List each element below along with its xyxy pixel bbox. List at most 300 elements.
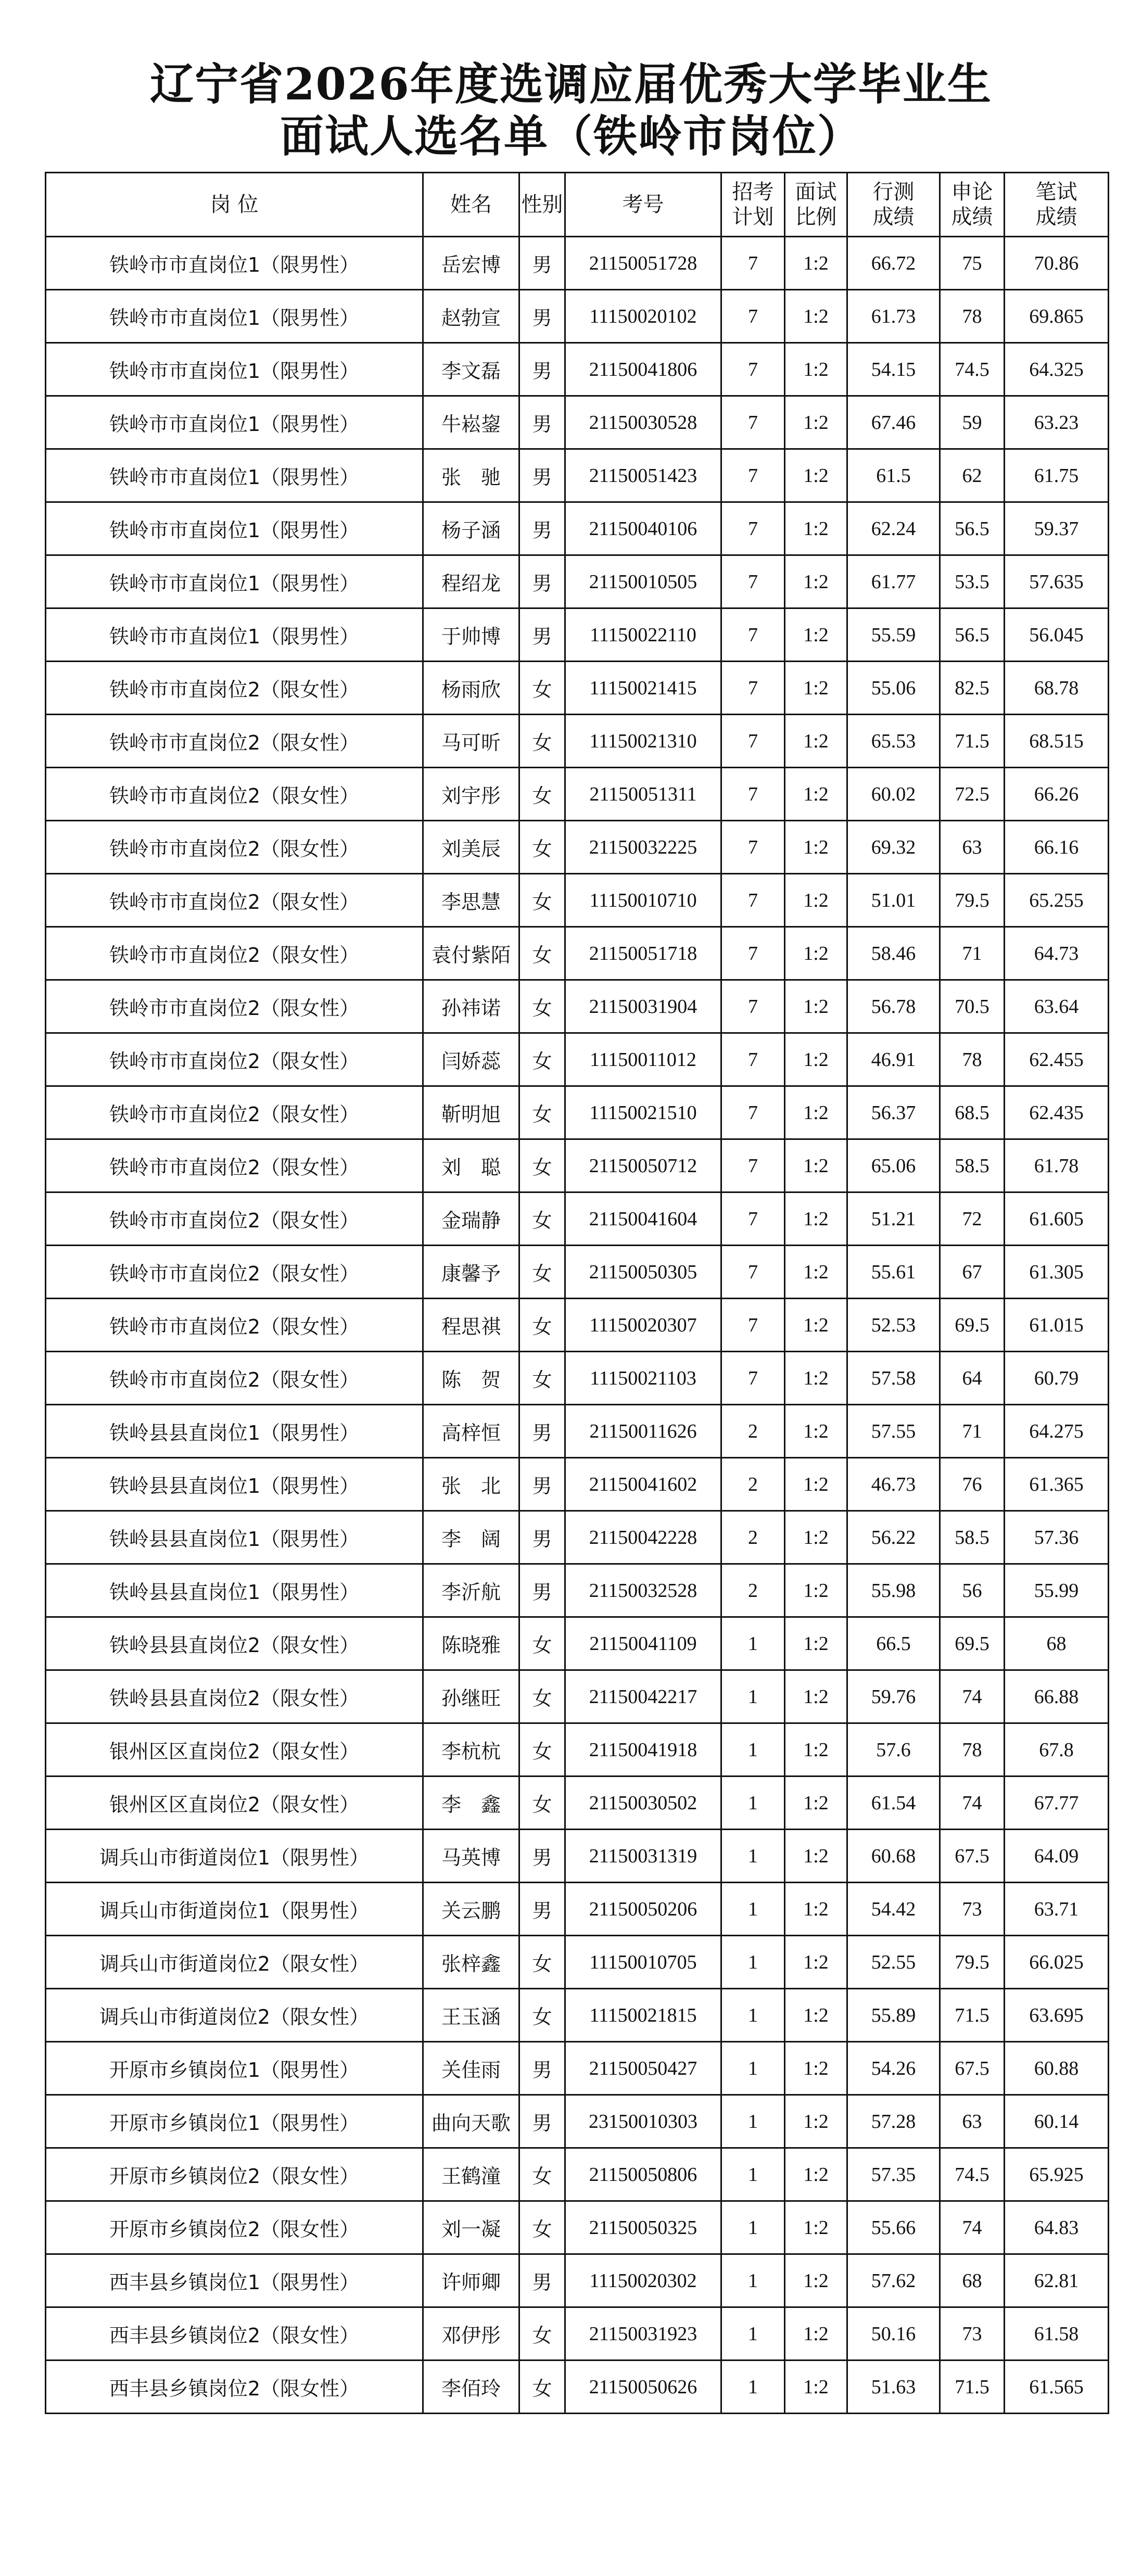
cell-essay: 78	[940, 290, 1005, 343]
cell-exam-no: 11150010705	[565, 1936, 721, 1989]
cell-gender: 女	[519, 927, 565, 980]
cell-quota: 7	[721, 662, 785, 715]
cell-ratio: 1:2	[785, 821, 847, 874]
cell-name: 马英博	[423, 1830, 519, 1883]
cell-gender: 女	[519, 980, 565, 1033]
cell-exam-no: 21150041109	[565, 1617, 721, 1670]
cell-gender: 男	[519, 2042, 565, 2095]
cell-name: 关佳雨	[423, 2042, 519, 2095]
cell-quota: 7	[721, 1352, 785, 1405]
cell-written: 64.73	[1005, 927, 1109, 980]
header-quota: 招考 计划	[721, 173, 785, 237]
cell-exam-no: 21150030528	[565, 396, 721, 449]
cell-name: 程思祺	[423, 1299, 519, 1352]
cell-gender: 男	[519, 396, 565, 449]
cell-essay: 63	[940, 2095, 1005, 2148]
cell-ratio: 1:2	[785, 343, 847, 396]
cell-written: 69.865	[1005, 290, 1109, 343]
table-row	[46, 2095, 1109, 2148]
cell-name: 李沂航	[423, 1564, 519, 1617]
cell-ratio: 1:2	[785, 2042, 847, 2095]
cell-essay: 78	[940, 1033, 1005, 1086]
cell-aptitude: 46.91	[847, 1033, 940, 1086]
cell-name: 孙祎诺	[423, 980, 519, 1033]
cell-name: 李文磊	[423, 343, 519, 396]
cell-gender: 男	[519, 1405, 565, 1458]
cell-name: 于帅博	[423, 608, 519, 662]
cell-exam-no: 21150011626	[565, 1405, 721, 1458]
cell-ratio: 1:2	[785, 1723, 847, 1776]
cell-gender: 女	[519, 2148, 565, 2201]
table-row	[46, 1776, 1109, 1830]
cell-aptitude: 67.46	[847, 396, 940, 449]
cell-ratio: 1:2	[785, 1989, 847, 2042]
cell-ratio: 1:2	[785, 1936, 847, 1989]
cell-aptitude: 51.01	[847, 874, 940, 927]
cell-ratio: 1:2	[785, 396, 847, 449]
cell-written: 61.015	[1005, 1299, 1109, 1352]
cell-exam-no: 21150050206	[565, 1883, 721, 1936]
cell-position: 铁岭市市直岗位2（限女性）	[46, 1352, 423, 1405]
cell-exam-no: 21150030502	[565, 1776, 721, 1830]
cell-position: 铁岭市市直岗位2（限女性）	[46, 1139, 423, 1192]
header-ratio: 面试 比例	[785, 173, 847, 237]
cell-name: 李 阔	[423, 1511, 519, 1564]
cell-essay: 67.5	[940, 1830, 1005, 1883]
table-row	[46, 2042, 1109, 2095]
cell-gender: 男	[519, 2095, 565, 2148]
cell-exam-no: 21150040106	[565, 502, 721, 555]
cell-aptitude: 57.62	[847, 2254, 940, 2307]
cell-essay: 58.5	[940, 1511, 1005, 1564]
table-row	[46, 396, 1109, 449]
cell-aptitude: 54.42	[847, 1883, 940, 1936]
cell-gender: 女	[519, 1299, 565, 1352]
table-row	[46, 1299, 1109, 1352]
cell-gender: 女	[519, 1936, 565, 1989]
cell-ratio: 1:2	[785, 1086, 847, 1139]
cell-written: 61.565	[1005, 2361, 1109, 2414]
cell-gender: 女	[519, 1617, 565, 1670]
cell-ratio: 1:2	[785, 2254, 847, 2307]
cell-quota: 1	[721, 2361, 785, 2414]
cell-quota: 7	[721, 608, 785, 662]
cell-ratio: 1:2	[785, 1033, 847, 1086]
cell-exam-no: 21150042228	[565, 1511, 721, 1564]
table-row	[46, 608, 1109, 662]
cell-position: 调兵山市街道岗位1（限男性）	[46, 1830, 423, 1883]
cell-exam-no: 21150031319	[565, 1830, 721, 1883]
cell-gender: 女	[519, 1033, 565, 1086]
table-row	[46, 874, 1109, 927]
cell-essay: 75	[940, 237, 1005, 290]
cell-name: 金瑞静	[423, 1192, 519, 1246]
cell-exam-no: 11150020302	[565, 2254, 721, 2307]
cell-name: 张梓鑫	[423, 1936, 519, 1989]
cell-exam-no: 11150011012	[565, 1033, 721, 1086]
cell-position: 铁岭市市直岗位2（限女性）	[46, 927, 423, 980]
table-body	[46, 237, 1109, 2414]
cell-position: 铁岭市市直岗位1（限男性）	[46, 290, 423, 343]
cell-aptitude: 52.53	[847, 1299, 940, 1352]
cell-quota: 7	[721, 1192, 785, 1246]
cell-ratio: 1:2	[785, 662, 847, 715]
cell-gender: 女	[519, 2201, 565, 2254]
cell-ratio: 1:2	[785, 1246, 847, 1299]
cell-exam-no: 21150010505	[565, 555, 721, 608]
cell-exam-no: 11150020102	[565, 290, 721, 343]
cell-written: 62.435	[1005, 1086, 1109, 1139]
table-row	[46, 1458, 1109, 1511]
cell-quota: 7	[721, 237, 785, 290]
cell-essay: 74	[940, 1670, 1005, 1723]
table-row	[46, 343, 1109, 396]
cell-exam-no: 21150050626	[565, 2361, 721, 2414]
cell-quota: 7	[721, 396, 785, 449]
cell-position: 铁岭市市直岗位2（限女性）	[46, 1299, 423, 1352]
cell-aptitude: 57.58	[847, 1352, 940, 1405]
cell-essay: 79.5	[940, 1936, 1005, 1989]
cell-aptitude: 57.55	[847, 1405, 940, 1458]
table-row	[46, 1405, 1109, 1458]
cell-position: 调兵山市街道岗位2（限女性）	[46, 1989, 423, 2042]
cell-essay: 64	[940, 1352, 1005, 1405]
document-subtitle: 面试人选名单（铁岭市岗位）	[280, 110, 862, 162]
cell-exam-no: 21150050712	[565, 1139, 721, 1192]
cell-gender: 男	[519, 1458, 565, 1511]
cell-name: 李思慧	[423, 874, 519, 927]
cell-aptitude: 66.72	[847, 237, 940, 290]
cell-ratio: 1:2	[785, 1405, 847, 1458]
cell-written: 66.88	[1005, 1670, 1109, 1723]
cell-position: 开原市乡镇岗位2（限女性）	[46, 2148, 423, 2201]
header-exam-no: 考号	[565, 173, 721, 237]
cell-ratio: 1:2	[785, 608, 847, 662]
cell-name: 曲向天歌	[423, 2095, 519, 2148]
cell-written: 68.78	[1005, 662, 1109, 715]
cell-exam-no: 21150050305	[565, 1246, 721, 1299]
cell-essay: 79.5	[940, 874, 1005, 927]
cell-name: 杨子涵	[423, 502, 519, 555]
cell-ratio: 1:2	[785, 1458, 847, 1511]
cell-gender: 男	[519, 2254, 565, 2307]
cell-essay: 67	[940, 1246, 1005, 1299]
cell-written: 63.64	[1005, 980, 1109, 1033]
cell-quota: 7	[721, 343, 785, 396]
cell-position: 铁岭市市直岗位1（限男性）	[46, 449, 423, 502]
cell-quota: 7	[721, 821, 785, 874]
cell-exam-no: 23150010303	[565, 2095, 721, 2148]
cell-written: 65.925	[1005, 2148, 1109, 2201]
cell-position: 银州区区直岗位2（限女性）	[46, 1723, 423, 1776]
cell-written: 61.605	[1005, 1192, 1109, 1246]
cell-name: 许师卿	[423, 2254, 519, 2307]
cell-quota: 1	[721, 1936, 785, 1989]
cell-gender: 女	[519, 1670, 565, 1723]
cell-written: 60.14	[1005, 2095, 1109, 2148]
cell-aptitude: 61.77	[847, 555, 940, 608]
cell-position: 西丰县乡镇岗位1（限男性）	[46, 2254, 423, 2307]
cell-aptitude: 54.26	[847, 2042, 940, 2095]
cell-essay: 73	[940, 2307, 1005, 2361]
cell-name: 陈晓雅	[423, 1617, 519, 1670]
table-row	[46, 980, 1109, 1033]
cell-position: 铁岭市市直岗位1（限男性）	[46, 396, 423, 449]
cell-exam-no: 11150021103	[565, 1352, 721, 1405]
cell-position: 铁岭县县直岗位1（限男性）	[46, 1405, 423, 1458]
cell-gender: 男	[519, 555, 565, 608]
cell-name: 刘一凝	[423, 2201, 519, 2254]
cell-aptitude: 55.06	[847, 662, 940, 715]
cell-aptitude: 55.98	[847, 1564, 940, 1617]
cell-name: 刘美辰	[423, 821, 519, 874]
cell-essay: 72	[940, 1192, 1005, 1246]
cell-name: 刘宇彤	[423, 768, 519, 821]
cell-essay: 82.5	[940, 662, 1005, 715]
cell-name: 牛崧鋆	[423, 396, 519, 449]
cell-aptitude: 51.63	[847, 2361, 940, 2414]
cell-name: 李杭杭	[423, 1723, 519, 1776]
cell-exam-no: 21150041918	[565, 1723, 721, 1776]
cell-written: 56.045	[1005, 608, 1109, 662]
cell-gender: 女	[519, 2361, 565, 2414]
cell-aptitude: 51.21	[847, 1192, 940, 1246]
cell-aptitude: 46.73	[847, 1458, 940, 1511]
cell-exam-no: 21150031923	[565, 2307, 721, 2361]
header-position: 岗 位	[46, 173, 423, 237]
cell-essay: 63	[940, 821, 1005, 874]
cell-quota: 1	[721, 2307, 785, 2361]
cell-exam-no: 21150032528	[565, 1564, 721, 1617]
table-row	[46, 927, 1109, 980]
cell-gender: 女	[519, 1776, 565, 1830]
header-name: 姓名	[423, 173, 519, 237]
cell-exam-no: 11150021415	[565, 662, 721, 715]
cell-exam-no: 21150041604	[565, 1192, 721, 1246]
cell-ratio: 1:2	[785, 1352, 847, 1405]
cell-written: 57.635	[1005, 555, 1109, 608]
cell-ratio: 1:2	[785, 2095, 847, 2148]
cell-quota: 7	[721, 1299, 785, 1352]
cell-exam-no: 11150022110	[565, 608, 721, 662]
cell-exam-no: 21150041602	[565, 1458, 721, 1511]
cell-quota: 7	[721, 1086, 785, 1139]
table-row	[46, 821, 1109, 874]
cell-name: 邓伊彤	[423, 2307, 519, 2361]
cell-essay: 71.5	[940, 1989, 1005, 2042]
cell-quota: 7	[721, 715, 785, 768]
cell-written: 61.75	[1005, 449, 1109, 502]
cell-aptitude: 60.68	[847, 1830, 940, 1883]
cell-exam-no: 21150051311	[565, 768, 721, 821]
cell-exam-no: 21150032225	[565, 821, 721, 874]
table-row	[46, 1033, 1109, 1086]
cell-gender: 女	[519, 1192, 565, 1246]
cell-gender: 男	[519, 1564, 565, 1617]
cell-quota: 1	[721, 1989, 785, 2042]
cell-gender: 男	[519, 1883, 565, 1936]
cell-essay: 68	[940, 2254, 1005, 2307]
cell-exam-no: 11150010710	[565, 874, 721, 927]
cell-name: 高梓恒	[423, 1405, 519, 1458]
cell-essay: 67.5	[940, 2042, 1005, 2095]
table-row	[46, 1617, 1109, 1670]
cell-essay: 71	[940, 1405, 1005, 1458]
cell-position: 铁岭市市直岗位1（限男性）	[46, 237, 423, 290]
cell-quota: 2	[721, 1458, 785, 1511]
cell-position: 铁岭县县直岗位1（限男性）	[46, 1511, 423, 1564]
table-row	[46, 1192, 1109, 1246]
cell-position: 铁岭市市直岗位2（限女性）	[46, 715, 423, 768]
cell-ratio: 1:2	[785, 1830, 847, 1883]
cell-gender: 女	[519, 662, 565, 715]
cell-essay: 69.5	[940, 1617, 1005, 1670]
cell-quota: 1	[721, 2042, 785, 2095]
cell-written: 61.305	[1005, 1246, 1109, 1299]
cell-name: 陈 贺	[423, 1352, 519, 1405]
cell-essay: 71	[940, 927, 1005, 980]
cell-quota: 7	[721, 290, 785, 343]
cell-essay: 78	[940, 1723, 1005, 1776]
table-row	[46, 290, 1109, 343]
cell-name: 孙继旺	[423, 1670, 519, 1723]
cell-ratio: 1:2	[785, 2361, 847, 2414]
cell-written: 66.26	[1005, 768, 1109, 821]
cell-quota: 7	[721, 449, 785, 502]
cell-quota: 7	[721, 1033, 785, 1086]
cell-quota: 7	[721, 1246, 785, 1299]
cell-position: 开原市乡镇岗位1（限男性）	[46, 2042, 423, 2095]
cell-ratio: 1:2	[785, 768, 847, 821]
cell-gender: 男	[519, 290, 565, 343]
cell-aptitude: 65.06	[847, 1139, 940, 1192]
cell-ratio: 1:2	[785, 449, 847, 502]
cell-aptitude: 52.55	[847, 1936, 940, 1989]
cell-gender: 女	[519, 1246, 565, 1299]
cell-quota: 7	[721, 980, 785, 1033]
table-row	[46, 2201, 1109, 2254]
table-row	[46, 1352, 1109, 1405]
cell-name: 李 鑫	[423, 1776, 519, 1830]
cell-name: 程绍龙	[423, 555, 519, 608]
cell-essay: 72.5	[940, 768, 1005, 821]
cell-gender: 女	[519, 1352, 565, 1405]
cell-written: 64.09	[1005, 1830, 1109, 1883]
cell-quota: 7	[721, 768, 785, 821]
cell-written: 68	[1005, 1617, 1109, 1670]
cell-name: 袁付紫陌	[423, 927, 519, 980]
cell-essay: 62	[940, 449, 1005, 502]
cell-position: 铁岭市市直岗位2（限女性）	[46, 1086, 423, 1139]
cell-ratio: 1:2	[785, 1192, 847, 1246]
table-row	[46, 1246, 1109, 1299]
header-gender: 性别	[519, 173, 565, 237]
cell-ratio: 1:2	[785, 2148, 847, 2201]
cell-position: 铁岭县县直岗位1（限男性）	[46, 1564, 423, 1617]
cell-aptitude: 66.5	[847, 1617, 940, 1670]
cell-ratio: 1:2	[785, 290, 847, 343]
table-row	[46, 1989, 1109, 2042]
cell-quota: 1	[721, 2148, 785, 2201]
cell-aptitude: 55.66	[847, 2201, 940, 2254]
cell-position: 铁岭市市直岗位1（限男性）	[46, 555, 423, 608]
table-row	[46, 1086, 1109, 1139]
cell-gender: 女	[519, 715, 565, 768]
cell-ratio: 1:2	[785, 874, 847, 927]
cell-written: 61.78	[1005, 1139, 1109, 1192]
cell-quota: 2	[721, 1405, 785, 1458]
table-row	[46, 1936, 1109, 1989]
cell-written: 66.16	[1005, 821, 1109, 874]
cell-gender: 男	[519, 502, 565, 555]
cell-written: 62.455	[1005, 1033, 1109, 1086]
table-row	[46, 1670, 1109, 1723]
cell-gender: 女	[519, 1989, 565, 2042]
cell-written: 61.365	[1005, 1458, 1109, 1511]
table-row	[46, 1139, 1109, 1192]
cell-name: 张 北	[423, 1458, 519, 1511]
cell-name: 王玉涵	[423, 1989, 519, 2042]
cell-essay: 56.5	[940, 502, 1005, 555]
cell-position: 铁岭市市直岗位2（限女性）	[46, 874, 423, 927]
cell-gender: 男	[519, 343, 565, 396]
cell-position: 银州区区直岗位2（限女性）	[46, 1776, 423, 1830]
cell-quota: 7	[721, 555, 785, 608]
table-row	[46, 1883, 1109, 1936]
cell-ratio: 1:2	[785, 1617, 847, 1670]
cell-ratio: 1:2	[785, 1776, 847, 1830]
cell-gender: 女	[519, 1723, 565, 1776]
cell-gender: 女	[519, 874, 565, 927]
table-header-row	[46, 173, 1109, 237]
cell-aptitude: 61.54	[847, 1776, 940, 1830]
cell-quota: 2	[721, 1564, 785, 1617]
cell-exam-no: 21150050325	[565, 2201, 721, 2254]
cell-essay: 74.5	[940, 343, 1005, 396]
cell-aptitude: 55.61	[847, 1246, 940, 1299]
cell-written: 61.58	[1005, 2307, 1109, 2361]
table-row	[46, 1511, 1109, 1564]
cell-name: 岳宏博	[423, 237, 519, 290]
cell-quota: 1	[721, 1670, 785, 1723]
table-row	[46, 2254, 1109, 2307]
table-row	[46, 662, 1109, 715]
cell-quota: 1	[721, 2095, 785, 2148]
cell-position: 铁岭市市直岗位2（限女性）	[46, 768, 423, 821]
cell-written: 66.025	[1005, 1936, 1109, 1989]
cell-essay: 71.5	[940, 2361, 1005, 2414]
cell-essay: 58.5	[940, 1139, 1005, 1192]
cell-quota: 7	[721, 502, 785, 555]
table-row	[46, 449, 1109, 502]
cell-written: 59.37	[1005, 502, 1109, 555]
cell-essay: 56	[940, 1564, 1005, 1617]
cell-aptitude: 56.37	[847, 1086, 940, 1139]
cell-gender: 男	[519, 1511, 565, 1564]
cell-written: 63.23	[1005, 396, 1109, 449]
cell-gender: 女	[519, 1139, 565, 1192]
cell-aptitude: 65.53	[847, 715, 940, 768]
table-row	[46, 1830, 1109, 1883]
cell-position: 铁岭市市直岗位1（限男性）	[46, 502, 423, 555]
cell-ratio: 1:2	[785, 237, 847, 290]
cell-position: 铁岭市市直岗位2（限女性）	[46, 821, 423, 874]
cell-gender: 女	[519, 821, 565, 874]
table-row	[46, 768, 1109, 821]
cell-ratio: 1:2	[785, 1883, 847, 1936]
cell-essay: 69.5	[940, 1299, 1005, 1352]
cell-aptitude: 57.6	[847, 1723, 940, 1776]
